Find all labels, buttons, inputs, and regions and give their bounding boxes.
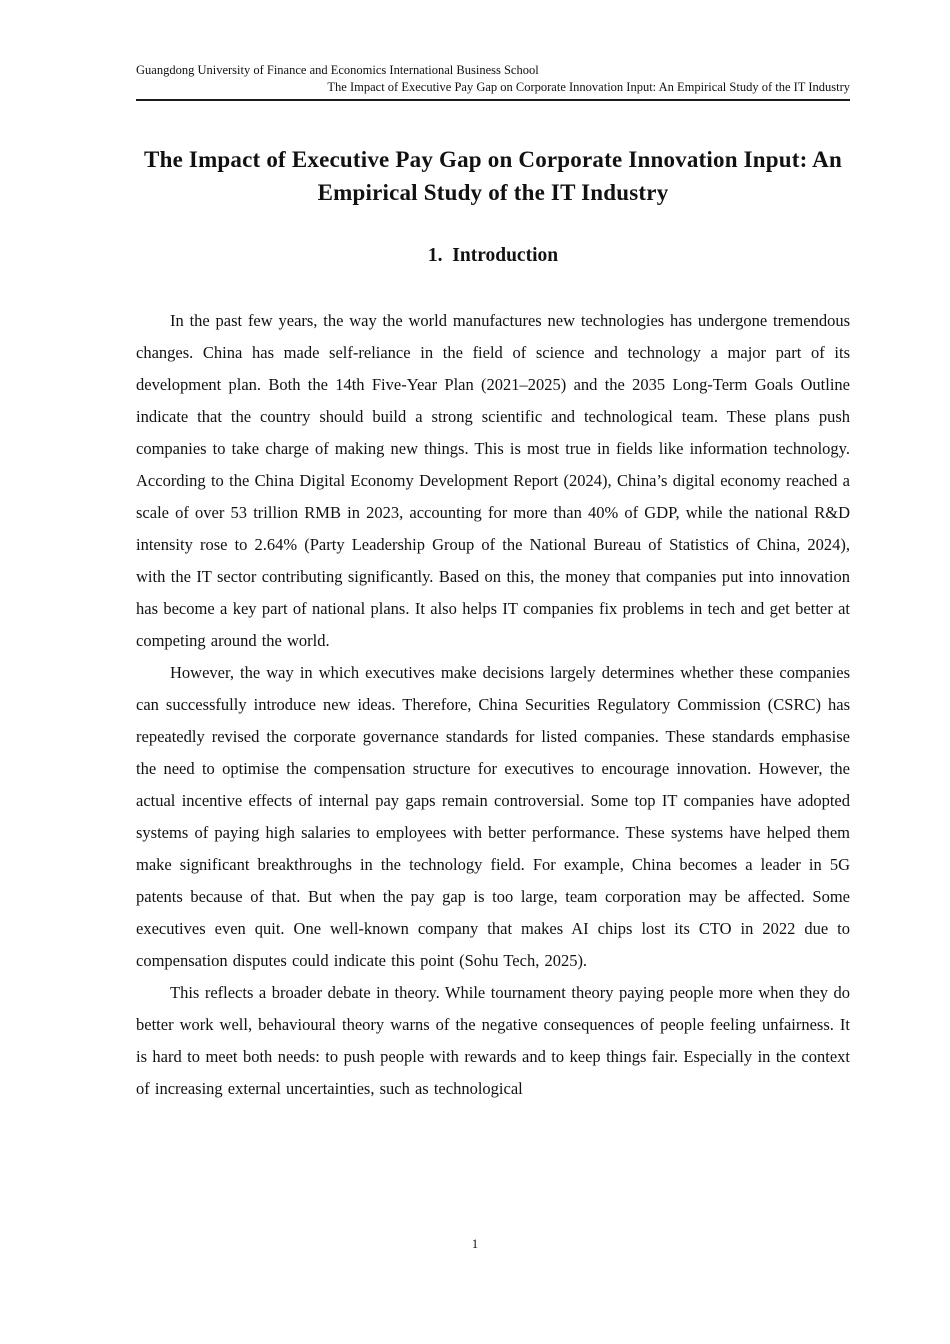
page-number: 1 — [471, 1237, 479, 1251]
body-text — [136, 305, 850, 1105]
header-school-name: Guangdong University of Finance and Economics International Business School — [136, 63, 539, 77]
paragraph-2: However, the way in which executives make decisions largely determines whether these companies can successfully introduce new ideas. Therefore, China Securities Regulatory Commission (CSRC) has repeatedly revised the corporate governance standards for listed companies. These standards emphasise the need to optimise the compensation structure for executives to encourage innovation. However, the actual incentive effects of internal pay gaps remain controversial. Some top IT companies have adopted systems of paying high salaries to employees with better performance. These systems have helped them make significant breakthroughs in the technology field. For example, China becomes a leader in 5G patents because of that. But when the pay gap is too large, team corporation may be affected. Some executives even quit. One well-known company that makes AI chips lost its CTO in 2022 due to compensation disputes could indicate this point (Sohu Tech, 2025). — [136, 663, 850, 970]
paragraph-3: This reflects a broader debate in theory. While tournament theory paying people more when they do better work well, behavioural theory warns of the negative consequences of people feeling unfairness. It is hard to meet both needs: to push people with rewards and to keep things fair. Especially in the context of increasing external uncertainties, such as technological — [136, 983, 850, 1098]
running-header — [136, 62, 850, 101]
section-heading-introduction: 1. Introduction — [427, 245, 559, 266]
paragraph-1: In the past few years, the way the world manufactures new technologies has undergone tremendous changes. China has made self-reliance in the field of science and technology a major part of its development plan. Both the 14th Five-Year Plan (2021–2025) and the 2035 Long-Term Goals Outline indicate that the country should build a strong scientific and technological team. These plans push companies to take charge of making new things. This is most true in fields like information technology. According to the China Digital Economy Development Report (2024), China’s digital economy reached a scale of over 53 trillion RMB in 2023, accounting for more than 40% of GDP, while the national R&D intensity rose to 2.64% (Party Leadership Group of the National Bureau of Statistics of China, 2024), with the IT sector contributing significantly. Based on this, the money that companies put into innovation has become a key part of national plans. It also helps IT companies fix problems in tech and get better at competing around the world. — [136, 311, 850, 650]
paper-title: The Impact of Executive Pay Gap on Corporate Innovation Input: An Empirical Study of the IT Industry — [144, 147, 842, 205]
header-running-title: The Impact of Executive Pay Gap on Corporate Innovation Input: An Empirical Study of the IT Industry — [327, 80, 850, 94]
